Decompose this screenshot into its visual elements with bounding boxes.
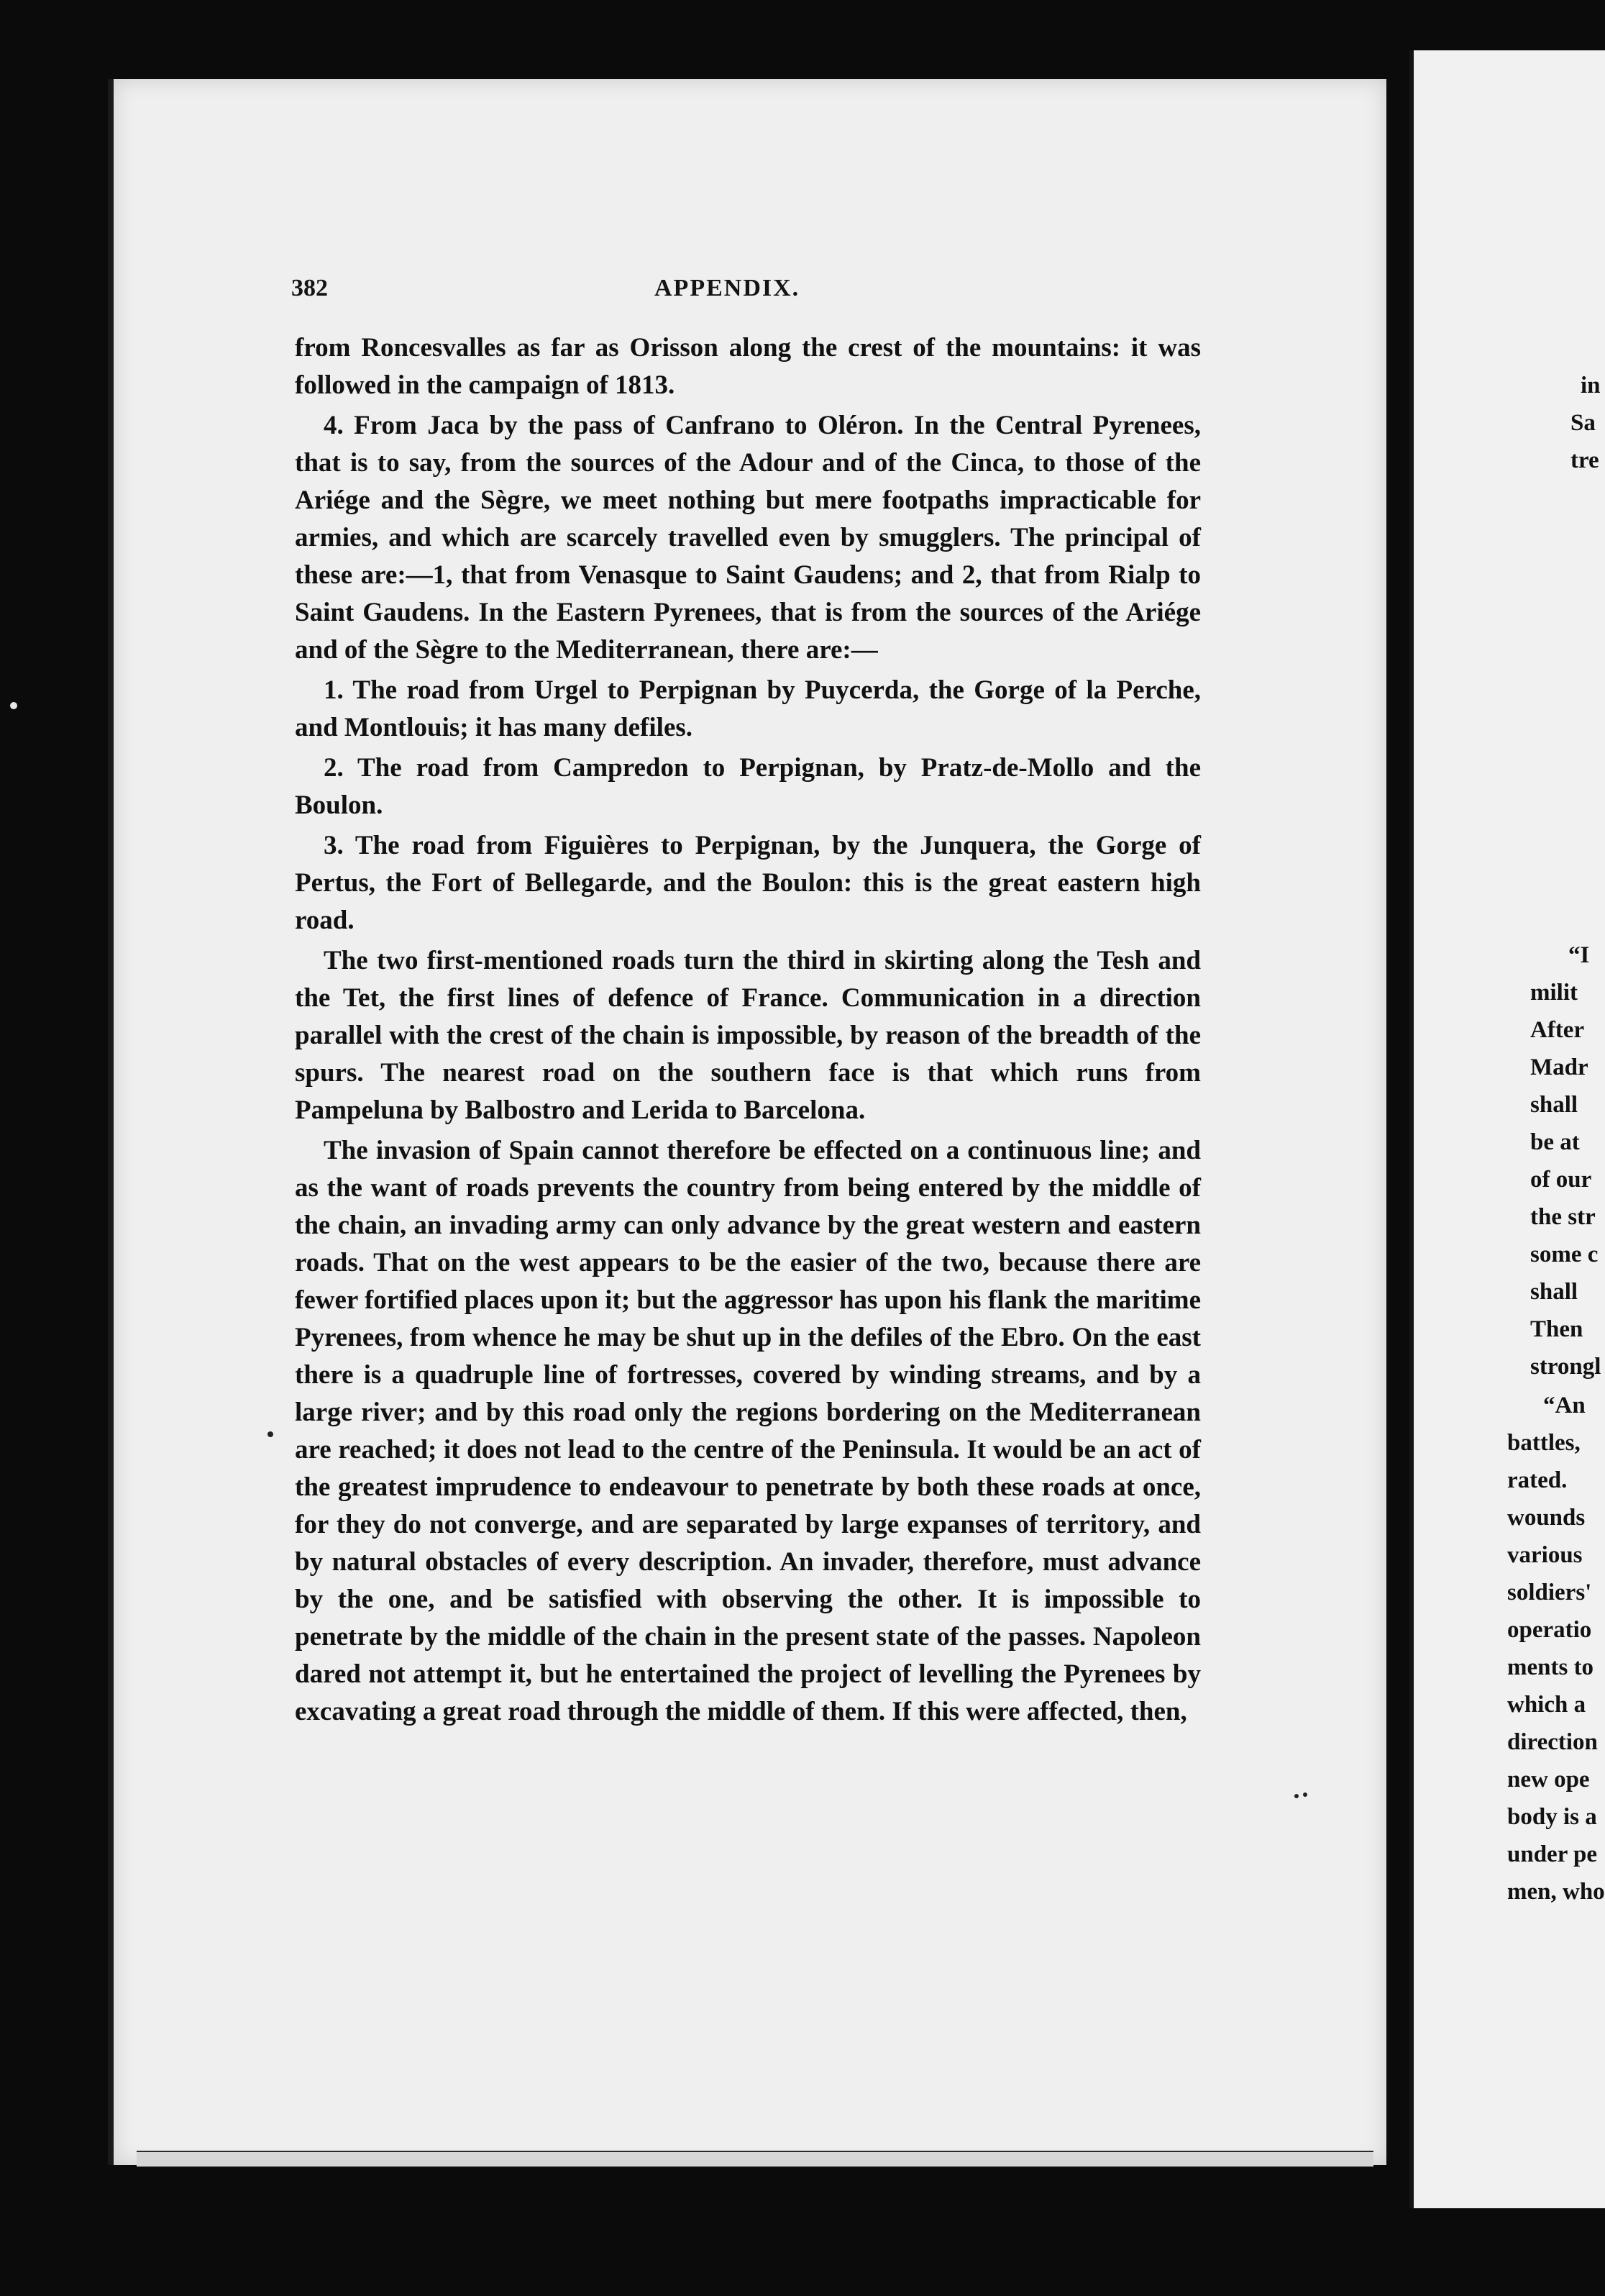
facing-fragment: soldiers' xyxy=(1507,1580,1592,1605)
facing-fragment: milit xyxy=(1530,980,1578,1006)
paragraph: The two first-mentioned roads turn the third in skirting along the Tesh and the Tet, the first lines of defence of France. Communication in a direction parallel with the crest of the chain is impossible, by reason of the breadth of the spurs. The nearest road on the southern face is that which runs from Pampeluna by Balbostro and Lerida to Barcelona. xyxy=(295,946,1201,1125)
facing-fragment: Then xyxy=(1530,1316,1583,1342)
paragraph: 4. From Jaca by the pass of Canfrano to Oléron. In the Central Pyrenees, that is to say, from the sources of the Adour and of the Cinca, to those of the Ariége and the Sègre, we meet nothing but mere footpaths impracticable for armies, and which are scarcely travelled even by smugglers. The principal of these are:—1, that from Venasque to Saint Gaudens; and 2, that from Rialp to Saint Gaudens. In the Eastern Pyrenees, that is from the sources of the Ariége and of the Sègre to the Mediterranean, there are:— xyxy=(295,411,1201,665)
facing-fragment: shall xyxy=(1530,1279,1578,1305)
facing-fragment: various xyxy=(1507,1542,1583,1568)
list-item: 3. The road from Figuières to Perpignan, by the Junquera, the Gorge of Pertus, the Fort of Bellegarde, and the Boulon: this is the great eastern high road. xyxy=(295,831,1201,935)
facing-fragment: shall xyxy=(1530,1092,1578,1118)
ink-speck xyxy=(268,1431,273,1437)
facing-fragment: “An xyxy=(1543,1393,1586,1418)
list-item: 2. The road from Campredon to Perpignan, by Pratz-de-Mollo and the Boulon. xyxy=(295,753,1201,820)
facing-page xyxy=(1409,50,1605,2208)
body-text xyxy=(295,329,1201,1734)
facing-fragment: which a xyxy=(1507,1692,1586,1718)
facing-fragment: direction xyxy=(1507,1729,1598,1755)
facing-fragment: some c xyxy=(1530,1242,1599,1267)
facing-fragment: operatio xyxy=(1507,1617,1592,1643)
facing-fragment: “I xyxy=(1568,942,1590,968)
page-edge xyxy=(137,2151,1373,2167)
facing-fragment: wounds xyxy=(1507,1505,1586,1531)
facing-fragment: the str xyxy=(1530,1204,1596,1230)
facing-fragment: strongl xyxy=(1530,1354,1601,1380)
facing-fragment: battles, xyxy=(1507,1430,1581,1456)
paragraph: The invasion of Spain cannot therefore be effected on a continuous line; and as the want of roads prevents the country from being entered by the middle of the chain, an invading army can only advance by the great western and eastern roads. That on the west appears to be the easier of the two, because there are fewer fortified places upon it; but the aggressor has upon his flank the maritime Pyrenees, from whence he may be shut up in the defiles of the Ebro. On the east there is a quadruple line of fortresses, covered by winding streams, and by a large river; and by this road only the regions bordering on the Mediterranean are reached; it does not lead to the centre of the Peninsula. It would be an act of the greatest imprudence to endeavour to penetrate by both these roads at once, for they do not converge, and are separated by large expanses of territory, and by natural obstacles of every description. An invader, therefore, must advance by the one, and be satisfied with observing the other. It is impossible to penetrate by the middle of the chain in the present state of the passes. Napoleon dared not attempt it, but he entertained the project of levelling the Pyrenees by excavating a great road through the middle of them. If this were affected, then, xyxy=(295,1136,1201,1726)
ink-speck xyxy=(10,702,17,709)
facing-fragment: Madr xyxy=(1530,1054,1588,1080)
facing-fragment: in xyxy=(1581,373,1601,398)
ink-speck xyxy=(1294,1794,1299,1798)
facing-fragment: new ope xyxy=(1507,1767,1590,1792)
facing-fragment: tre xyxy=(1570,447,1599,473)
facing-fragment: rated. xyxy=(1507,1467,1568,1493)
list-item: 1. The road from Urgel to Perpignan by Puycerda, the Gorge of la Perche, and Montlouis; it has many defiles. xyxy=(295,675,1201,742)
page-number: 382 xyxy=(291,275,328,301)
running-head: APPENDIX. xyxy=(654,275,800,301)
facing-fragment: be at xyxy=(1530,1129,1580,1155)
facing-fragment: men, who xyxy=(1507,1879,1605,1905)
facing-fragment: body is a xyxy=(1507,1804,1597,1830)
page-header xyxy=(291,275,1154,318)
facing-fragment: of our xyxy=(1530,1167,1592,1193)
facing-fragment: Sa xyxy=(1570,410,1596,436)
ink-speck xyxy=(1303,1792,1307,1797)
facing-fragment: under pe xyxy=(1507,1841,1598,1867)
facing-fragment: After xyxy=(1530,1017,1585,1043)
paragraph: from Roncesvalles as far as Orisson along the crest of the mountains: it was followed in the campaign of 1813. xyxy=(295,333,1201,400)
facing-fragment: ments to xyxy=(1507,1654,1594,1680)
